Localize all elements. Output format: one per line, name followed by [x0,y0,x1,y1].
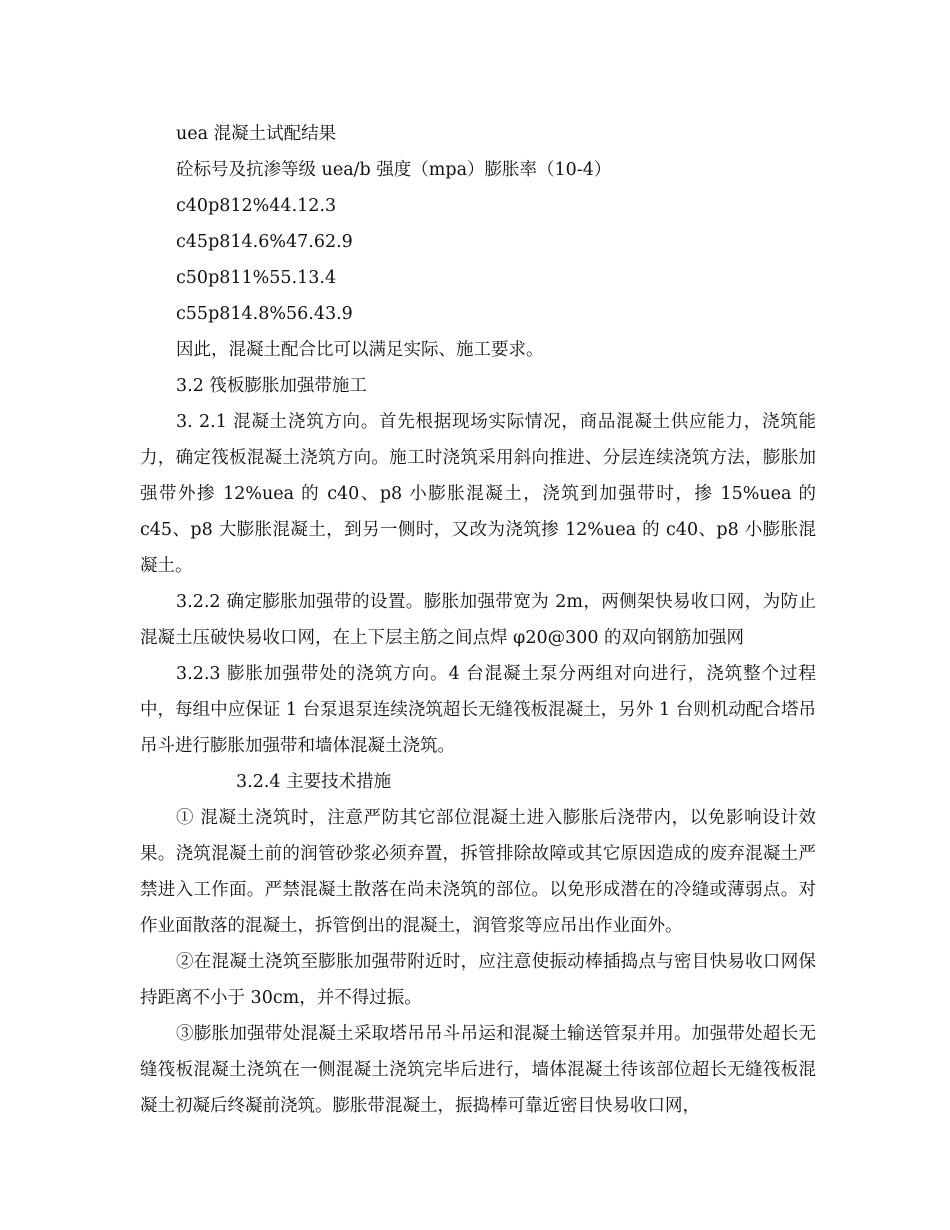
measure-item-2: ②在混凝土浇筑至膨胀加强带附近时，应注意使振动棒插捣点与密目快易收口网保持距离不小于 30cm，并不得过振。 [140,952,816,1008]
paragraph-3-2-2: 3.2.2 确定膨胀加强带的设置。膨胀加强带宽为 2m，两侧架快易收口网，为防止混凝土压破快易收口网，在上下层主筋之间点焊 φ20@300 的双向钢筋加强网 [140,592,816,648]
conclusion-paragraph: 因此，混凝土配合比可以满足实际、施工要求。 [176,340,544,360]
table-row-c45: c45p814.6%47.62.9 [176,232,353,252]
table-title: uea 混凝土试配结果 [176,124,337,144]
measure-item-3: ③膨胀加强带处混凝土采取塔吊吊斗吊运和混凝土输送管泵并用。加强带处超长无缝筏板混凝土浇筑在一侧混凝土浇筑完毕后进行，墙体混凝土待该部位超长无缝筏板混凝土初凝后终凝前浇筑。膨胀带混凝土，振捣棒可靠近密目快易收口网， [140,1024,816,1116]
table-header-row: 砼标号及抗渗等级 uea/b 强度（mpa）膨胀率（10-4） [176,160,612,180]
measure-item-1: ① 混凝土浇筑时，注意严防其它部位混凝土进入膨胀后浇带内，以免影响设计效果。浇筑混凝土前的润管砂浆必须弃置，拆管排除故障或其它原因造成的废弃混凝土严禁进入工作面。严禁混凝土散落在尚未浇筑的部位。以免形成潜在的冷缝或薄弱点。对作业面散落的混凝土，拆管倒出的混凝土，润管浆等应吊出作业面外。 [140,808,816,936]
paragraph-3-2-1: 3. 2.1 混凝土浇筑方向。首先根据现场实际情况，商品混凝土供应能力，浇筑能力，确定筏板混凝土浇筑方向。施工时浇筑采用斜向推进、分层连续浇筑方法，膨胀加强带外掺 12%uea 的 c40、p8 小膨胀混凝土，浇筑到加强带时，掺 15%uea 的 c45、p8 大膨胀混凝土，到另一侧时，又改为浇筑掺 12%uea 的 c40、p8 小膨胀混凝土。 [140,412,816,576]
table-row-c50: c50p811%55.13.4 [176,268,337,288]
section-heading-3-2: 3.2 筏板膨胀加强带施工 [176,376,367,396]
table-row-c55: c55p814.8%56.43.9 [176,304,353,324]
document-body [140,116,816,1124]
paragraph-3-2-3: 3.2.3 膨胀加强带处的浇筑方向。4 台混凝土泵分两组对向进行，浇筑整个过程中，每组中应保证 1 台泵退泵连续浇筑超长无缝筏板混凝土，另外 1 台则机动配合塔吊吊斗进行膨胀加强带和墙体混凝土浇筑。 [140,664,816,756]
table-row-c40: c40p812%44.12.3 [176,196,337,216]
section-heading-3-2-4: 3.2.4 主要技术措施 [236,772,392,792]
